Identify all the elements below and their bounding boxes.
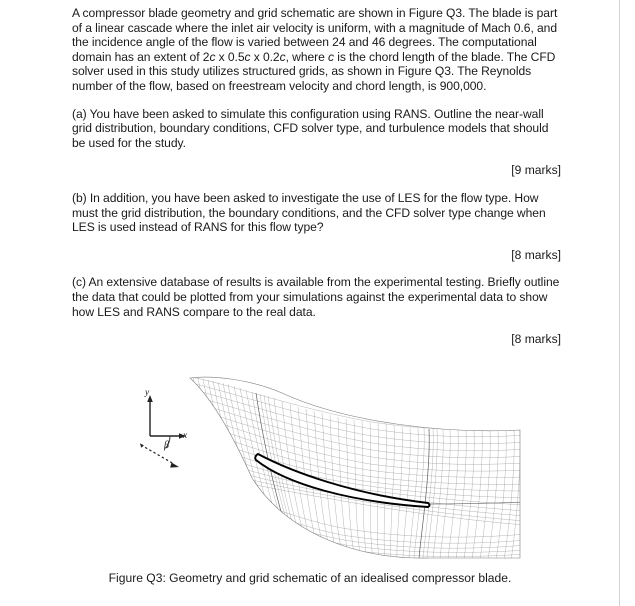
marks-part-c: [8 marks]: [511, 332, 561, 347]
grid-lines-streamwise: [186, 376, 526, 563]
chord-variable-4: c: [328, 49, 335, 64]
blade-surface: [255, 454, 429, 507]
marks-part-a: [9 marks]: [511, 163, 561, 178]
question-part-a: (a) You have been asked to simulate this configuration using RANS. Outline the near-wall grid distribution, boundary conditions, CFD solver type, and turbulence models that should be used for the study.: [72, 106, 549, 150]
structured-grid: [186, 376, 526, 563]
question-part-b: (b) In addition, you have been asked to investigate the use of LES for the flow type. How must the grid distribution, the boundary conditions, and the CFD solver type change when LES is used instead of RANS for this flow type?: [72, 190, 546, 235]
axis-label-y: y: [145, 388, 150, 398]
intro-text-part-2: is the chord length of the blade. The CFD solver used in this study utilizes structured grids, as shown in Figure Q3. The Reynolds number of the flow, based on freestream velocity and chord length, is 900,000.: [72, 49, 556, 93]
figure-caption: Figure Q3: Geometry and grid schematic of an idealised compressor blade.: [108, 571, 512, 585]
chord-variable-2: c: [244, 49, 251, 64]
marks-part-b: [8 marks]: [511, 247, 561, 262]
intro-text-mid-3: , where: [285, 49, 329, 64]
intro-paragraph: [72, 6, 562, 94]
chord-variable-1: c: [209, 49, 216, 64]
question-body: [72, 6, 562, 360]
axis-label-beta: β: [164, 440, 169, 451]
figure-q3: [0, 368, 620, 606]
axis-label-x: x: [183, 431, 188, 441]
wake-line: [428, 502, 526, 504]
question-part-c: (c) An extensive database of results is available from the experimental testing. Briefly outline the data that could be plotted from your simulations against the experimental data to show how LES and RANS compare to the real data.: [72, 275, 560, 319]
intro-text-part-1: A compressor blade geometry and grid schematic are shown in Figure Q3. The blade is part of a linear cascade where the inlet air velocity is uniform, with a magnitude of Mach 0.6, and the incidence angle of the flow is varied between 24 and 46 degrees. The computational domain has an extent of 2: [72, 6, 558, 64]
compressor-blade-grid-schematic: [182, 368, 527, 573]
intro-text-mid-1: x 0.5: [215, 49, 245, 64]
compressor-blade: [255, 454, 429, 507]
chord-variable-3: c: [279, 49, 286, 64]
intro-text-mid-2: x 0.2: [250, 49, 280, 64]
